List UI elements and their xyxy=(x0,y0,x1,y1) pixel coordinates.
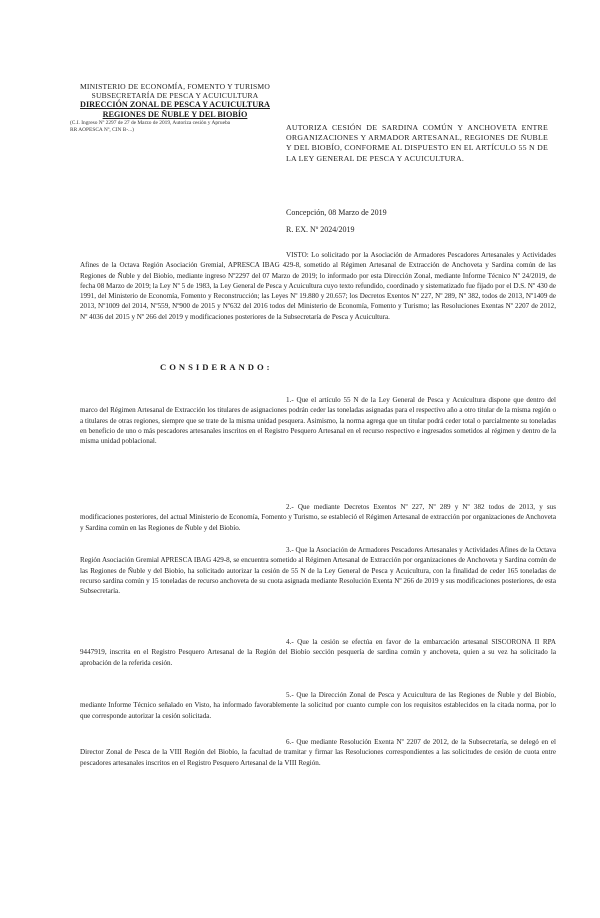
resolution-title: AUTORIZA CESIÓN DE SARDINA COMÚN Y ANCHOVETA ENTRE ORGANIZACIONES Y ARMADOR ARTESANAL, REGIONES DE ÑUBLE Y DEL BIOBÍO, CONFORME AL DISPUESTO EN EL ARTÍCULO 55 N DE LA LEY GENERAL DE PESCA Y ACUICULTURA. xyxy=(286,123,548,163)
letterhead-reference-2: RR AOPESCA Nº, CIN B-...) xyxy=(70,126,134,133)
letterhead-reference-1: (C.I. Ingreso Nº 2297 de 27 de Marzo de 2019, Autoriza cesión y Aprueba xyxy=(70,120,231,126)
letterhead-regiones: REGIONES DE ÑUBLE Y DEL BIOBÍO xyxy=(102,110,248,119)
considerando-1 xyxy=(80,395,556,446)
considerando-3 xyxy=(80,545,556,596)
considerando-2-text: 2.- Que mediante Decretos Exentos Nº 227, Nº 289 y Nº 382 todos de 2013, y sus modificaciones posteriores, del actual Ministerio de Economía, Fomento y Turismo, se estableció el Régimen Artesanal de extracción por organizaciones de Anchoveta y Sardina común en las Regiones de Ñuble y del Biobío. xyxy=(80,503,556,532)
considerando-6-text: 6.- Que mediante Resolución Exenta Nº 2207 de 2012, de la Subsecretaría, se delegó en el Director Zonal de Pesca de la VIII Región del Biobío, la facultad de tramitar y firmar las Resoluciones correspondientes a las solicitudes de cesión de cuota entre pescadores artesanales inscritos en el Registro Pesquero Artesanal de la VIII Región. xyxy=(80,738,556,767)
visto-text: VISTO: Lo solicitado por la Asociación de Armadores Pescadores Artesanales y Actividades Afines de la Octava Región Asociación Gremial, APRESCA IBAG 429-8, sometido al Régimen Artesanal de Extracción de Anchoveta y Sardina común de las Regiones de Ñuble y del Biobío, mediante ingreso Nº2297 del 07 Marzo de 2019; lo informado por esta Dirección Zonal, mediante Informe Técnico Nº 24/2019, de fecha 08 Marzo de 2019; la Ley Nº 5 de 1983, la Ley General de Pesca y Acuicultura cuyo texto refundido, coordinado y sistematizado fue fijado por el D.S. Nº 430 de 1991, del Ministerio de Economía, Fomento y Reconstrucción; las Leyes Nº 19.880 y 20.657; los Decretos Exentos Nº 227, Nº 289, Nº 382, todos de 2013, Nº1409 de 2013, Nº1009 del 2014, Nº559, Nº900 de 2015 y Nº632 del 2016 todos del Ministerio de Economía, Fomento y Turismo; las Resoluciones Exentas Nº 2207 de 2012, Nº 4036 del 2015 y Nº 266 del 2019 y modificaciones posteriores de la Subsecretaría de Pesca y Acuicultura. xyxy=(80,251,556,321)
considerando-4-text: 4.- Que la cesión se efectúa en favor de la embarcación artesanal SISCORONA II RPA 9447919, inscrita en el Registro Pesquero Artesanal de la Región del Biobío sección pesquería de sardina común y anchoveta, quien a su vez ha solicitado la aprobación de la referida cesión. xyxy=(80,638,556,667)
scan-header-strip xyxy=(0,0,600,6)
considerando-heading: CONSIDERANDO: xyxy=(160,362,273,372)
letterhead-subsecretaria: SUBSECRETARÍA DE PESCA Y ACUICULTURA xyxy=(91,91,259,100)
considerando-5 xyxy=(80,690,556,721)
letterhead-ministry: MINISTERIO DE ECONOMÍA, FOMENTO Y TURISMO xyxy=(79,82,271,91)
considerando-6 xyxy=(80,737,556,768)
considerando-5-text: 5.- Que la Dirección Zonal de Pesca y Acuicultura de las Regiones de Ñuble y del Biobío, mediante Informe Técnico señalado en Visto, ha informado favorablemente la solicitud por cuanto cumple con los requisitos establecidos en la citada norma, por lo que corresponde autorizar la cesión solicitada. xyxy=(80,691,556,720)
considerando-3-text: 3.- Que la Asociación de Armadores Pescadores Artesanales y Actividades Afines de la Octava Región Asociación Gremial APRESCA IBAG 429-8, se encuentra sometido al Régimen Artesanal de Extracción por organizaciones de Anchoveta y Sardina común de las Regiones de Ñuble y del Biobío, ha solicitado autorizar la cesión de 55 N de la Ley General de Pesca y Acuicultura, con la finalidad de ceder 165 toneladas de recurso sardina común y 15 toneladas de recurso anchoveta de su cuota asignada mediante Resolución Exenta Nº 266 de 2019 y sus modificaciones posteriores, de esta Subsecretaría. xyxy=(80,546,556,596)
letterhead xyxy=(60,82,290,133)
resolution-number: R. EX. Nº 2024/2019 xyxy=(286,225,355,234)
letterhead-direccion: DIRECCIÓN ZONAL DE PESCA Y ACUICULTURA xyxy=(80,100,270,109)
considerando-2 xyxy=(80,502,556,533)
visto-paragraph xyxy=(80,250,556,322)
considerando-4 xyxy=(80,637,556,668)
resolution-date: Concepción, 08 Marzo de 2019 xyxy=(286,208,387,217)
considerando-1-text: 1.- Que el artículo 55 N de la Ley General de Pesca y Acuicultura dispone que dentro del marco del Régimen Artesanal de Extracción los titulares de asignaciones podrán ceder las toneladas asignadas para el respectivo año a otro titular de la misma región o a titulares de otras regiones, siempre que se trate de la misma unidad pesquera. Asimismo, la norma agrega que un titular podrá ceder total o parcialmente su toneladas en beneficio de uno o más pescadores artesanales inscritos en el Registro Pesquero Artesanal en el recurso respectivo e ingresados sometidos al régimen y dentro de la misma unidad poblacional. xyxy=(80,396,556,446)
